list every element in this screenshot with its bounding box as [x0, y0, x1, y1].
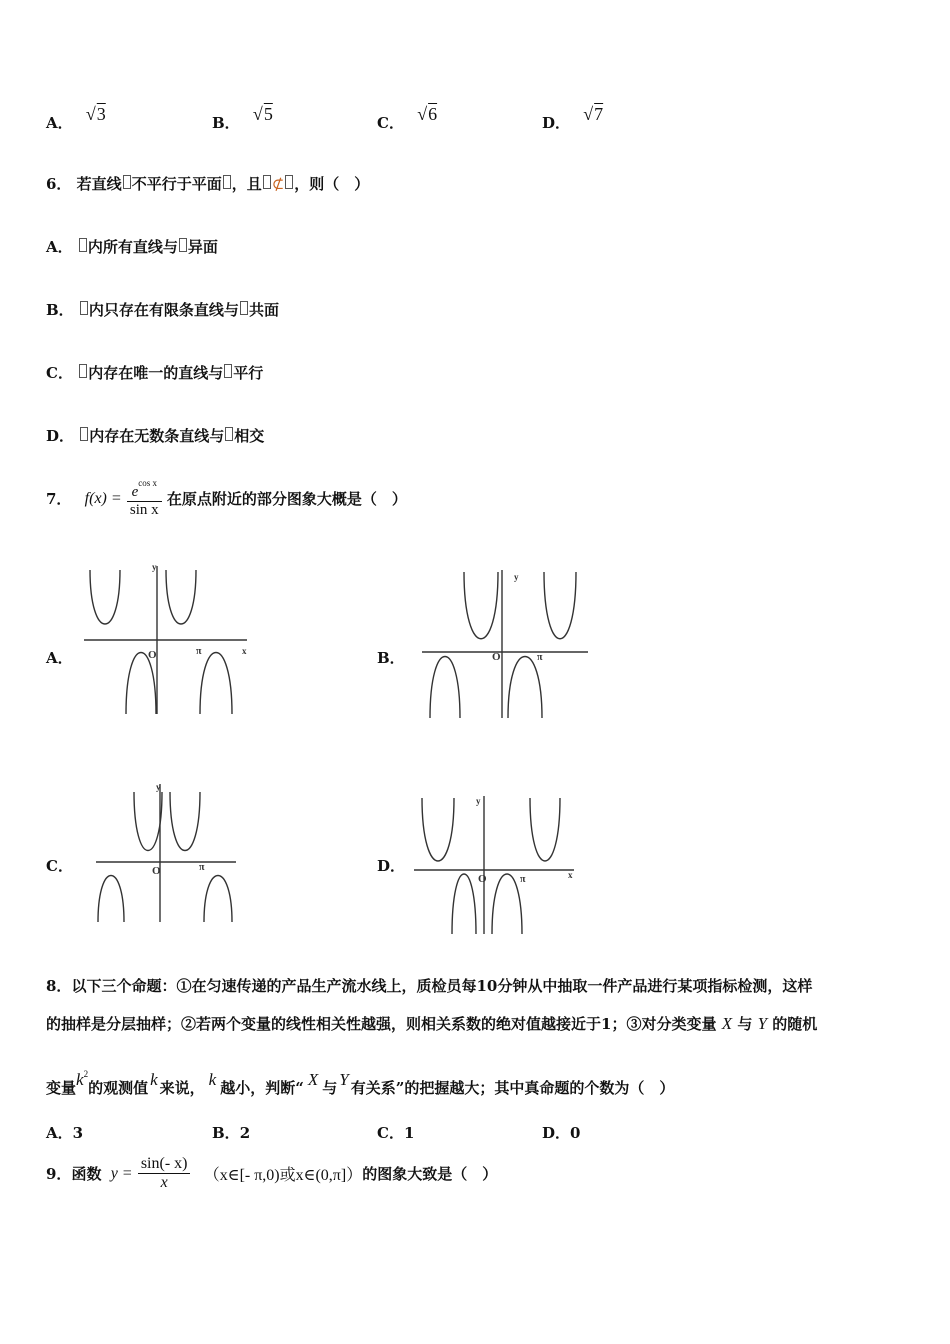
placeholder-glyph: [285, 175, 293, 189]
function-domain: （x∈[- π,0)或x∈(0,π]）: [203, 1167, 363, 1184]
function-fraction: $\frac{\sin(- x)}{x}$: [138, 1155, 191, 1192]
q6-option-a: A． 内所有直线与 异面: [46, 238, 218, 256]
q8-line-1: 8．以下三个命题：①在匀速传递的产品生产流水线上，质检员每10分钟从中抽取一件产品进行某项指标检测，这样: [46, 977, 813, 995]
placeholder-glyph: [79, 238, 87, 252]
q6-stem: 6． 若直线 不平行于平面 ，且 ⊄ ，则（ ）: [46, 175, 370, 193]
pi-label: π: [199, 862, 205, 873]
pi-label: π: [520, 874, 526, 885]
q7-graph-b: [420, 566, 592, 721]
function-fraction: $\frac{e^{cos x}}{\text{sin x}}$: [127, 478, 162, 519]
option-label: C．: [377, 114, 404, 132]
option-value: 6: [428, 104, 438, 124]
y-axis-label: y: [514, 572, 519, 582]
q8-option-a: A．3: [46, 1124, 84, 1142]
option-label: D．: [542, 114, 571, 132]
x-axis-label: x: [242, 646, 247, 656]
q9-stem: 9．函数 y = $\frac{\sin(- x)}{x}$ （x∈[- π,0)或x∈(0,π]）的图象大致是（ ）: [46, 1155, 498, 1191]
q8-line-3: 变量$k^2$的观测值 k 来说， k 越小，判断“ X 与 Y 有关系”的把握越大；其中真命题的个数为（ ）: [46, 1069, 675, 1097]
option-label: B．: [212, 114, 240, 132]
q8-option-c: C．1: [377, 1124, 415, 1142]
option-value: 7: [594, 104, 604, 124]
placeholder-glyph: [123, 175, 131, 189]
origin-label: O: [478, 873, 487, 885]
pi-label: π: [196, 646, 202, 657]
q6-option-c: C． 内存在唯一的直线与 平行: [46, 364, 264, 382]
q7-stem: 7． f(x) = $\frac{e^{cos x}}{\text{sin x}}$ 在原点附近的部分图象大概是（ ）: [46, 478, 407, 518]
y-axis-label: y: [476, 796, 481, 806]
placeholder-glyph: [223, 175, 231, 189]
pi-label: π: [537, 652, 543, 663]
y-axis-label: y: [152, 562, 157, 572]
x-axis-label: x: [568, 870, 573, 880]
y-axis-label: y: [156, 782, 161, 792]
q5-option-c: C． √6: [377, 104, 438, 132]
placeholder-glyph: [80, 427, 88, 441]
q7-graph-a: [82, 562, 257, 717]
origin-label: O: [492, 651, 501, 663]
q8-line-2: 的抽样是分层抽样；②若两个变量的线性相关性越强，则相关系数的绝对值越接近于1；③对分类变量 X 与 Y 的随机: [46, 1014, 818, 1033]
q8-option-b: B．2: [212, 1124, 251, 1142]
q7-graph-c: [94, 780, 239, 925]
placeholder-glyph: [79, 364, 87, 378]
option-label: A．: [46, 114, 73, 132]
placeholder-glyph: [263, 175, 271, 189]
q8-option-d: D．0: [542, 1124, 581, 1142]
q5-option-a: A． √3: [46, 104, 106, 132]
q6-option-b: B． 内只存在有限条直线与 共面: [46, 301, 279, 319]
origin-label: O: [152, 865, 161, 877]
placeholder-glyph: [224, 364, 232, 378]
placeholder-glyph: [80, 301, 88, 315]
placeholder-glyph: [240, 301, 248, 315]
q7-option-b-label: B．: [377, 649, 405, 667]
q7-option-a-label: A．: [46, 649, 73, 667]
placeholder-glyph: [225, 427, 233, 441]
origin-label: O: [148, 649, 157, 661]
q7-graph-d: [412, 792, 577, 937]
function-lhs: y =: [110, 1164, 133, 1182]
option-value: 5: [263, 104, 273, 124]
not-subset-symbol: ⊄: [271, 177, 285, 193]
placeholder-glyph: [179, 238, 187, 252]
q5-option-b: B． √5: [212, 104, 273, 132]
q7-option-d-label: D．: [377, 857, 406, 875]
function-lhs: f(x) =: [84, 489, 122, 507]
option-value: 3: [96, 104, 106, 124]
q5-option-d: D． √7: [542, 104, 604, 132]
q7-option-c-label: C．: [46, 857, 73, 875]
q6-option-d: D． 内存在无数条直线与 相交: [46, 427, 265, 445]
